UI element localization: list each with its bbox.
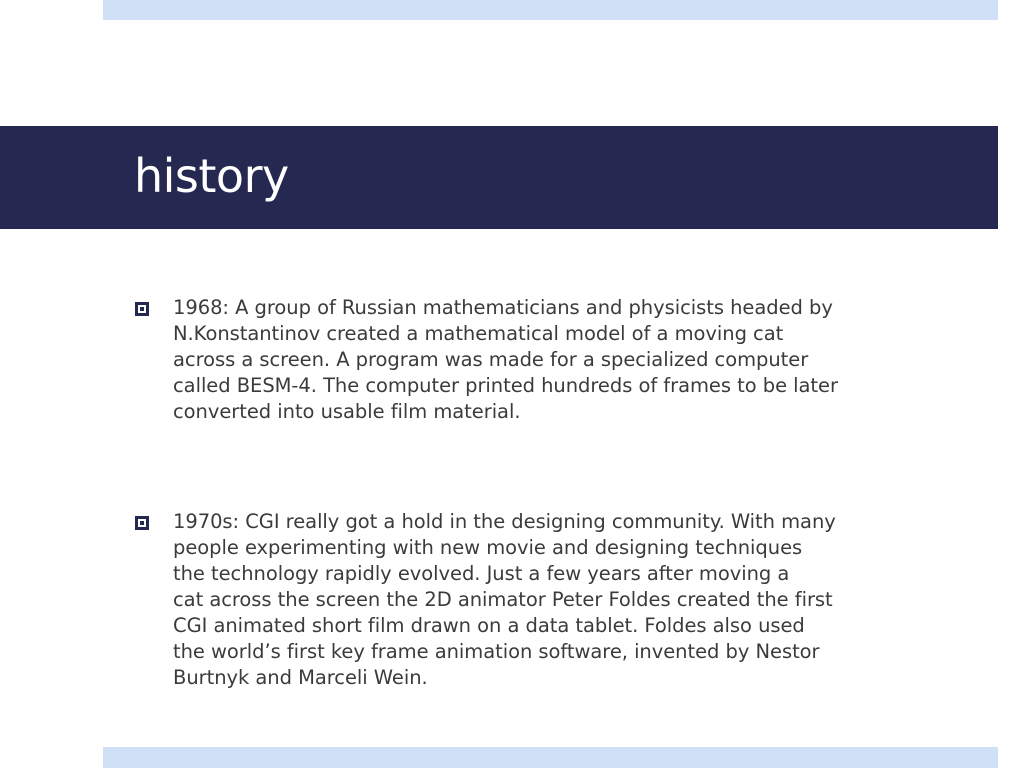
bullet-line: across a screen. A program was made for a specialized computer	[173, 348, 809, 371]
bullet-line: CGI animated short film drawn on a data tablet. Foldes also used	[173, 614, 805, 637]
bullet-line: N.Konstantinov created a mathematical model of a moving cat	[173, 322, 784, 345]
bullet-line: converted into usable film material.	[173, 400, 521, 423]
bullet-line: cat across the screen the 2D animator Peter Foldes created the first	[173, 588, 833, 611]
bullet-line: the technology rapidly evolved. Just a few years after moving a	[173, 562, 790, 585]
square-bullet-icon	[135, 302, 149, 316]
bottom-accent-bar	[103, 747, 998, 768]
top-accent-bar	[103, 0, 998, 20]
bullet-text-1970s	[173, 509, 973, 691]
bullet-line: the world’s first key frame animation software, invented by Nestor	[173, 640, 820, 663]
bullet-line: people experimenting with new movie and designing techniques	[173, 536, 803, 559]
bullet-text-1968	[173, 295, 973, 425]
bullet-line: 1968: A group of Russian mathematicians and physicists headed by	[173, 296, 833, 319]
bullet-line: called BESM-4. The computer printed hundreds of frames to be later	[173, 374, 838, 397]
bullet-line: 1970s: CGI really got a hold in the designing community. With many	[173, 510, 836, 533]
square-bullet-icon	[135, 516, 149, 530]
slide-title: history	[134, 149, 289, 203]
bullet-line: Burtnyk and Marceli Wein.	[173, 666, 428, 689]
